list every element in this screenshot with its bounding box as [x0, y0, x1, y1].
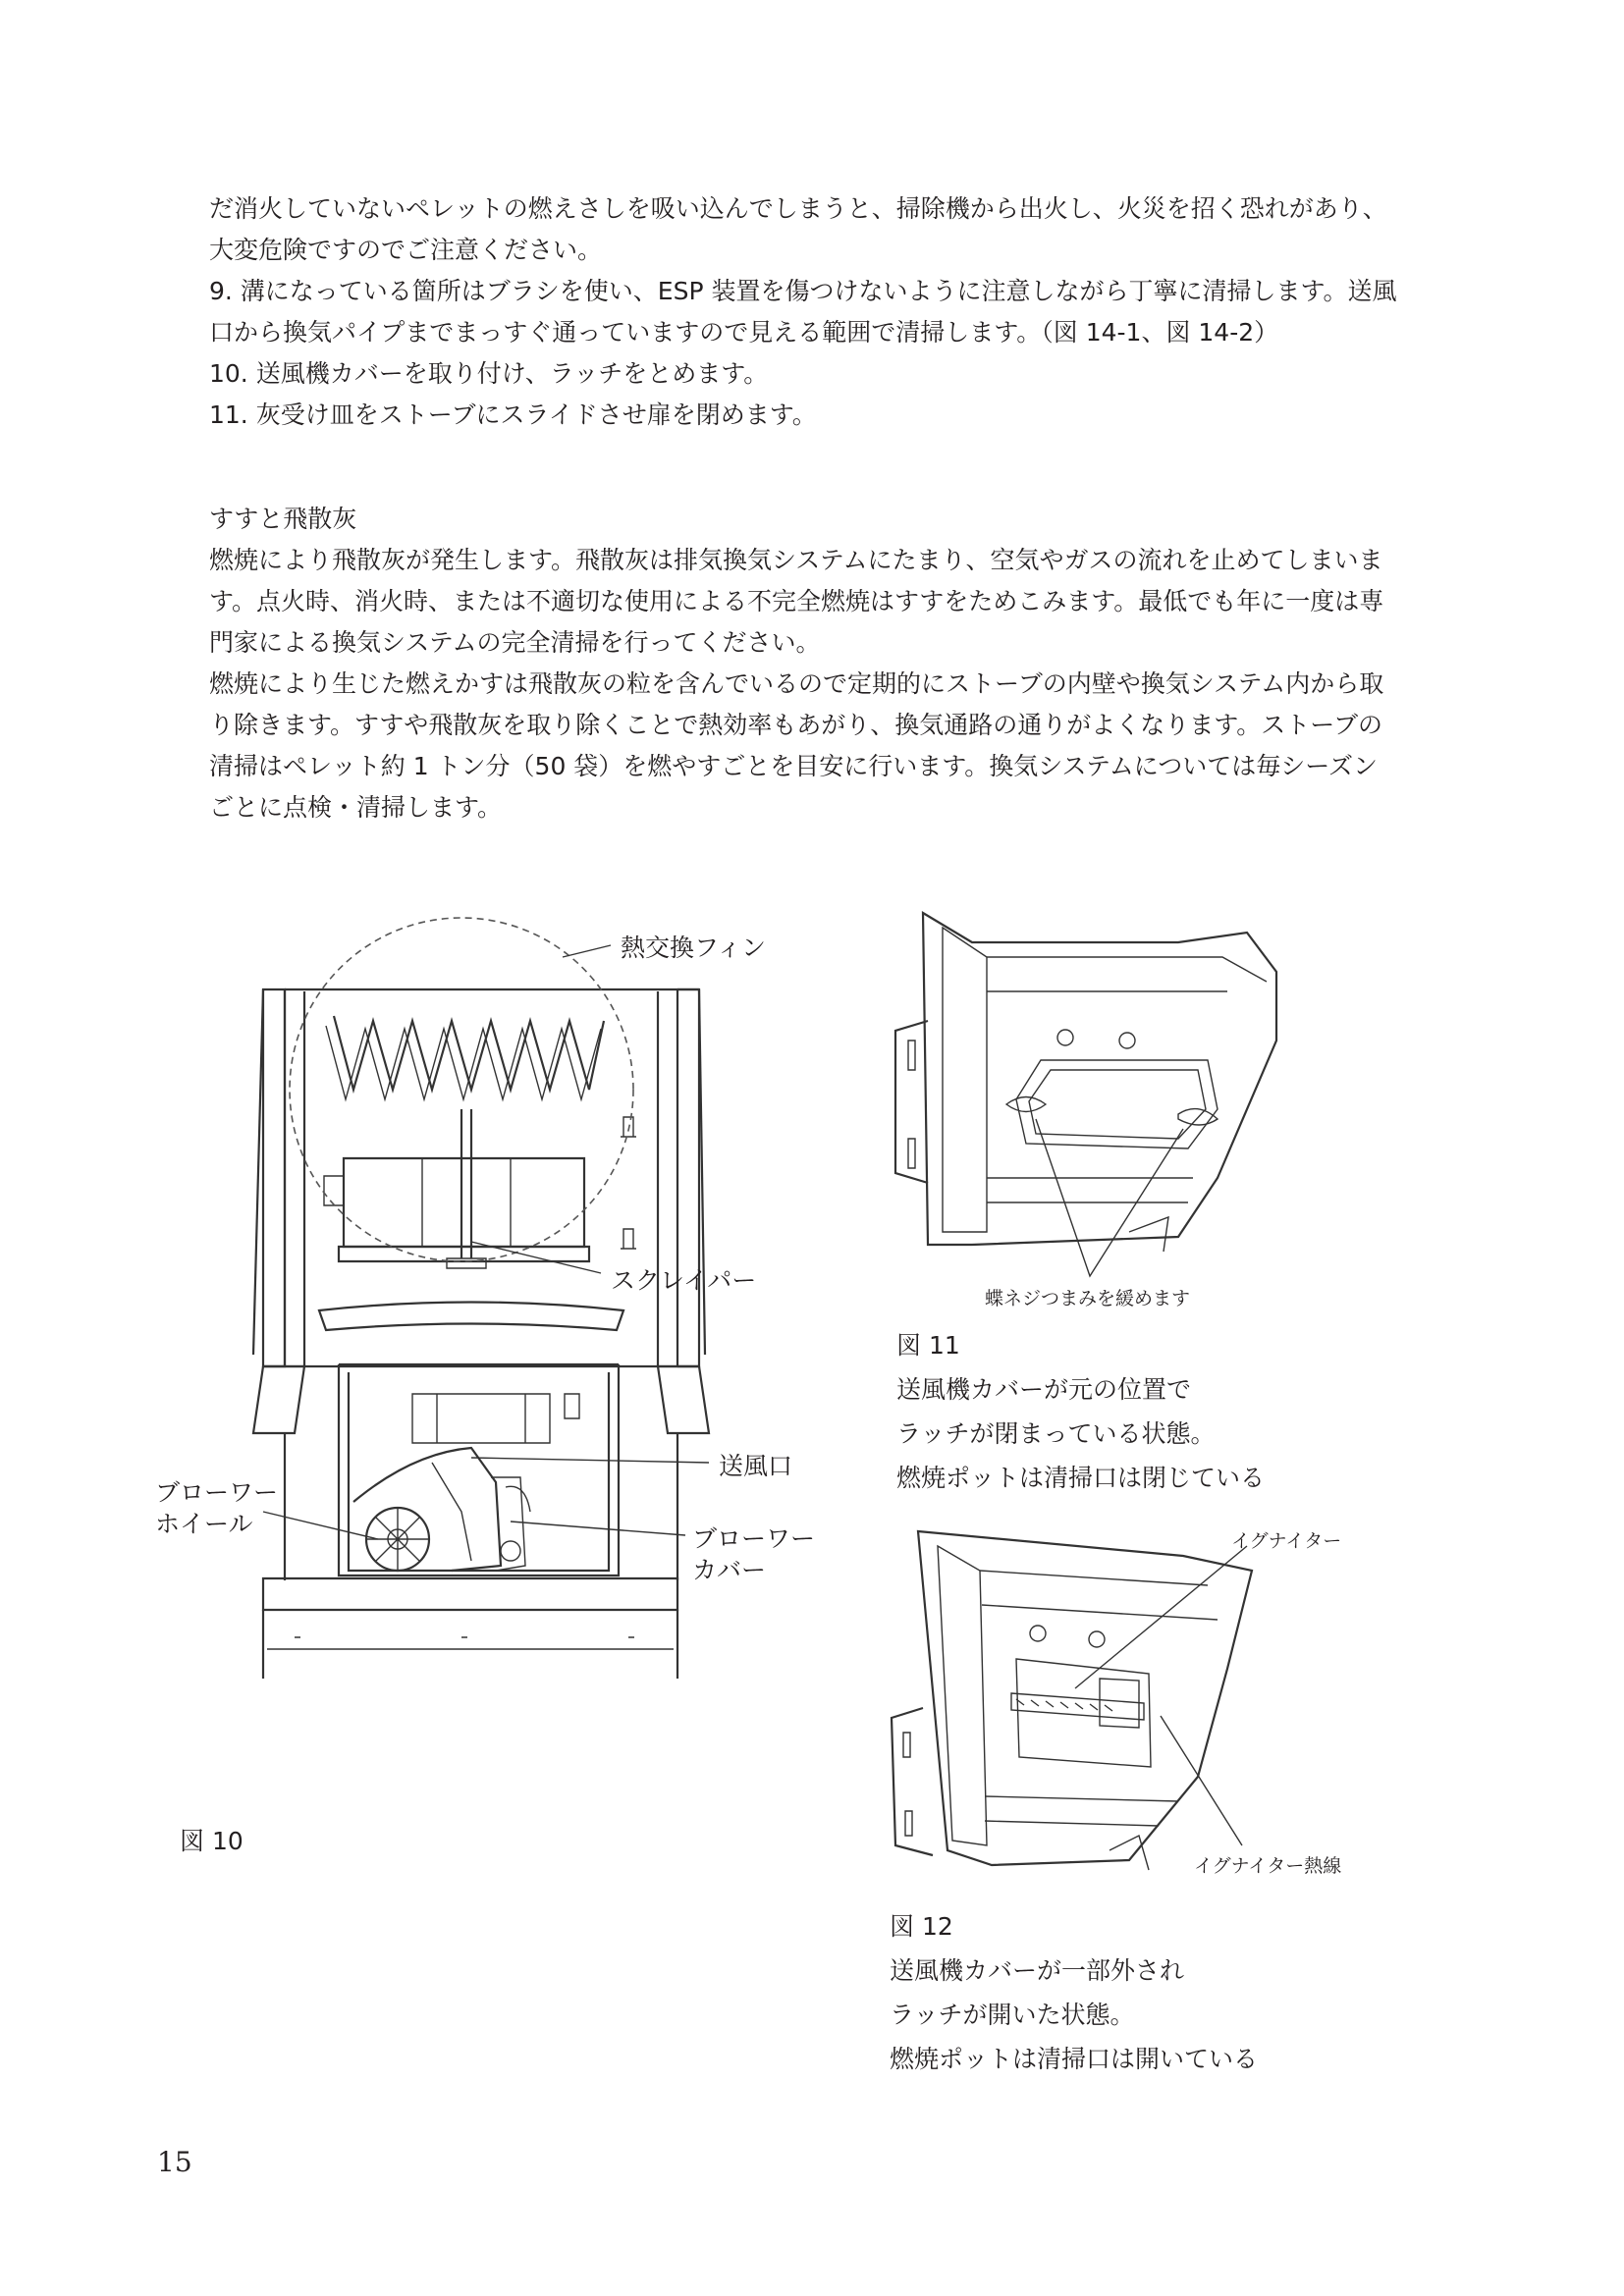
section-heading: すすと飛散灰 — [209, 505, 357, 533]
blower-cover-label: ブローワー カバー — [692, 1524, 816, 1584]
text-line: り除きます。すすや飛散灰を取り除くことで熱効率もあがり、換気通路の通りがよくなります。ストーブの — [209, 711, 1383, 739]
figure-12-desc: 燃焼ポットは清掃口は開いている — [890, 2045, 1259, 2073]
text-line: 門家による換気システムの完全清掃を行ってください。 — [209, 628, 821, 657]
blower-wheel-label: ブローワー ホイール — [155, 1478, 279, 1538]
text-line: ごとに点検・清掃します。 — [209, 793, 503, 822]
text-line: 大変危険ですのでご注意ください。 — [209, 236, 603, 264]
igniter-label: イグナイター — [1231, 1530, 1342, 1552]
text-line: す。点火時、消火時、または不適切な使用による不完全燃焼はすすをためこみます。最低でも年に一度は専 — [209, 587, 1384, 615]
step-9-line: 9. 溝になっている箇所はブラシを使い、ESP 装置を傷つけないように注意しながら丁寧に清掃します。送風 — [209, 277, 1397, 305]
figure-12-caption-block — [890, 1904, 1258, 2081]
text-line: 燃焼により飛散灰が発生します。飛散灰は排気換気システムにたまり、空気やガスの流れを止めてしまいま — [209, 546, 1383, 574]
figure-11-desc: ラッチが閉まっている状態。 — [896, 1419, 1216, 1448]
text-line: だ消火していないペレットの燃えさしを吸い込んでしまうと、掃除機から出火し、火災を招く恐れがあり、 — [209, 194, 1387, 223]
figure-10-caption: 図 10 — [180, 1827, 244, 1855]
text-line: 燃焼により生じた燃えかすは飛散灰の粒を含んでいるので定期的にストーブの内壁や換気システム内から取 — [209, 669, 1384, 698]
step-11: 11. 灰受け皿をストーブにスライドさせ扉を閉めます。 — [209, 400, 817, 429]
figure-11-desc: 送風機カバーが元の位置で — [896, 1375, 1192, 1404]
step-9-line: 口から換気パイプまでまっすぐ通っていますので見える範囲で清掃します。（図 14-1、図 14-2） — [209, 318, 1279, 347]
text-line: 清掃はペレット約 1 トン分（50 袋）を燃やすごとを目安に行います。換気システムについては毎シーズン — [209, 752, 1379, 780]
scraper-label: スクレイパー — [611, 1266, 757, 1295]
figure-12-desc: 送風機カバーが一部外され — [890, 1956, 1185, 1985]
heat-exchange-fin-label: 熱交換フィン — [621, 934, 767, 962]
figure-12-caption: 図 12 — [890, 1912, 953, 1941]
igniter-wire-label: イグナイター熱線 — [1194, 1855, 1342, 1877]
figure-11-caption: 図 11 — [896, 1331, 960, 1360]
wing-nut-label: 蝶ネジつまみを緩めます — [985, 1288, 1191, 1309]
step-10: 10. 送風機カバーを取り付け、ラッチをとめます。 — [209, 359, 769, 388]
page-number: 15 — [157, 2146, 192, 2178]
figure-11-desc: 燃焼ポットは清掃口は閉じている — [896, 1464, 1266, 1492]
figure-12-desc: ラッチが開いた状態。 — [890, 2001, 1135, 2029]
blower-outlet-label: 送風口 — [719, 1452, 793, 1480]
